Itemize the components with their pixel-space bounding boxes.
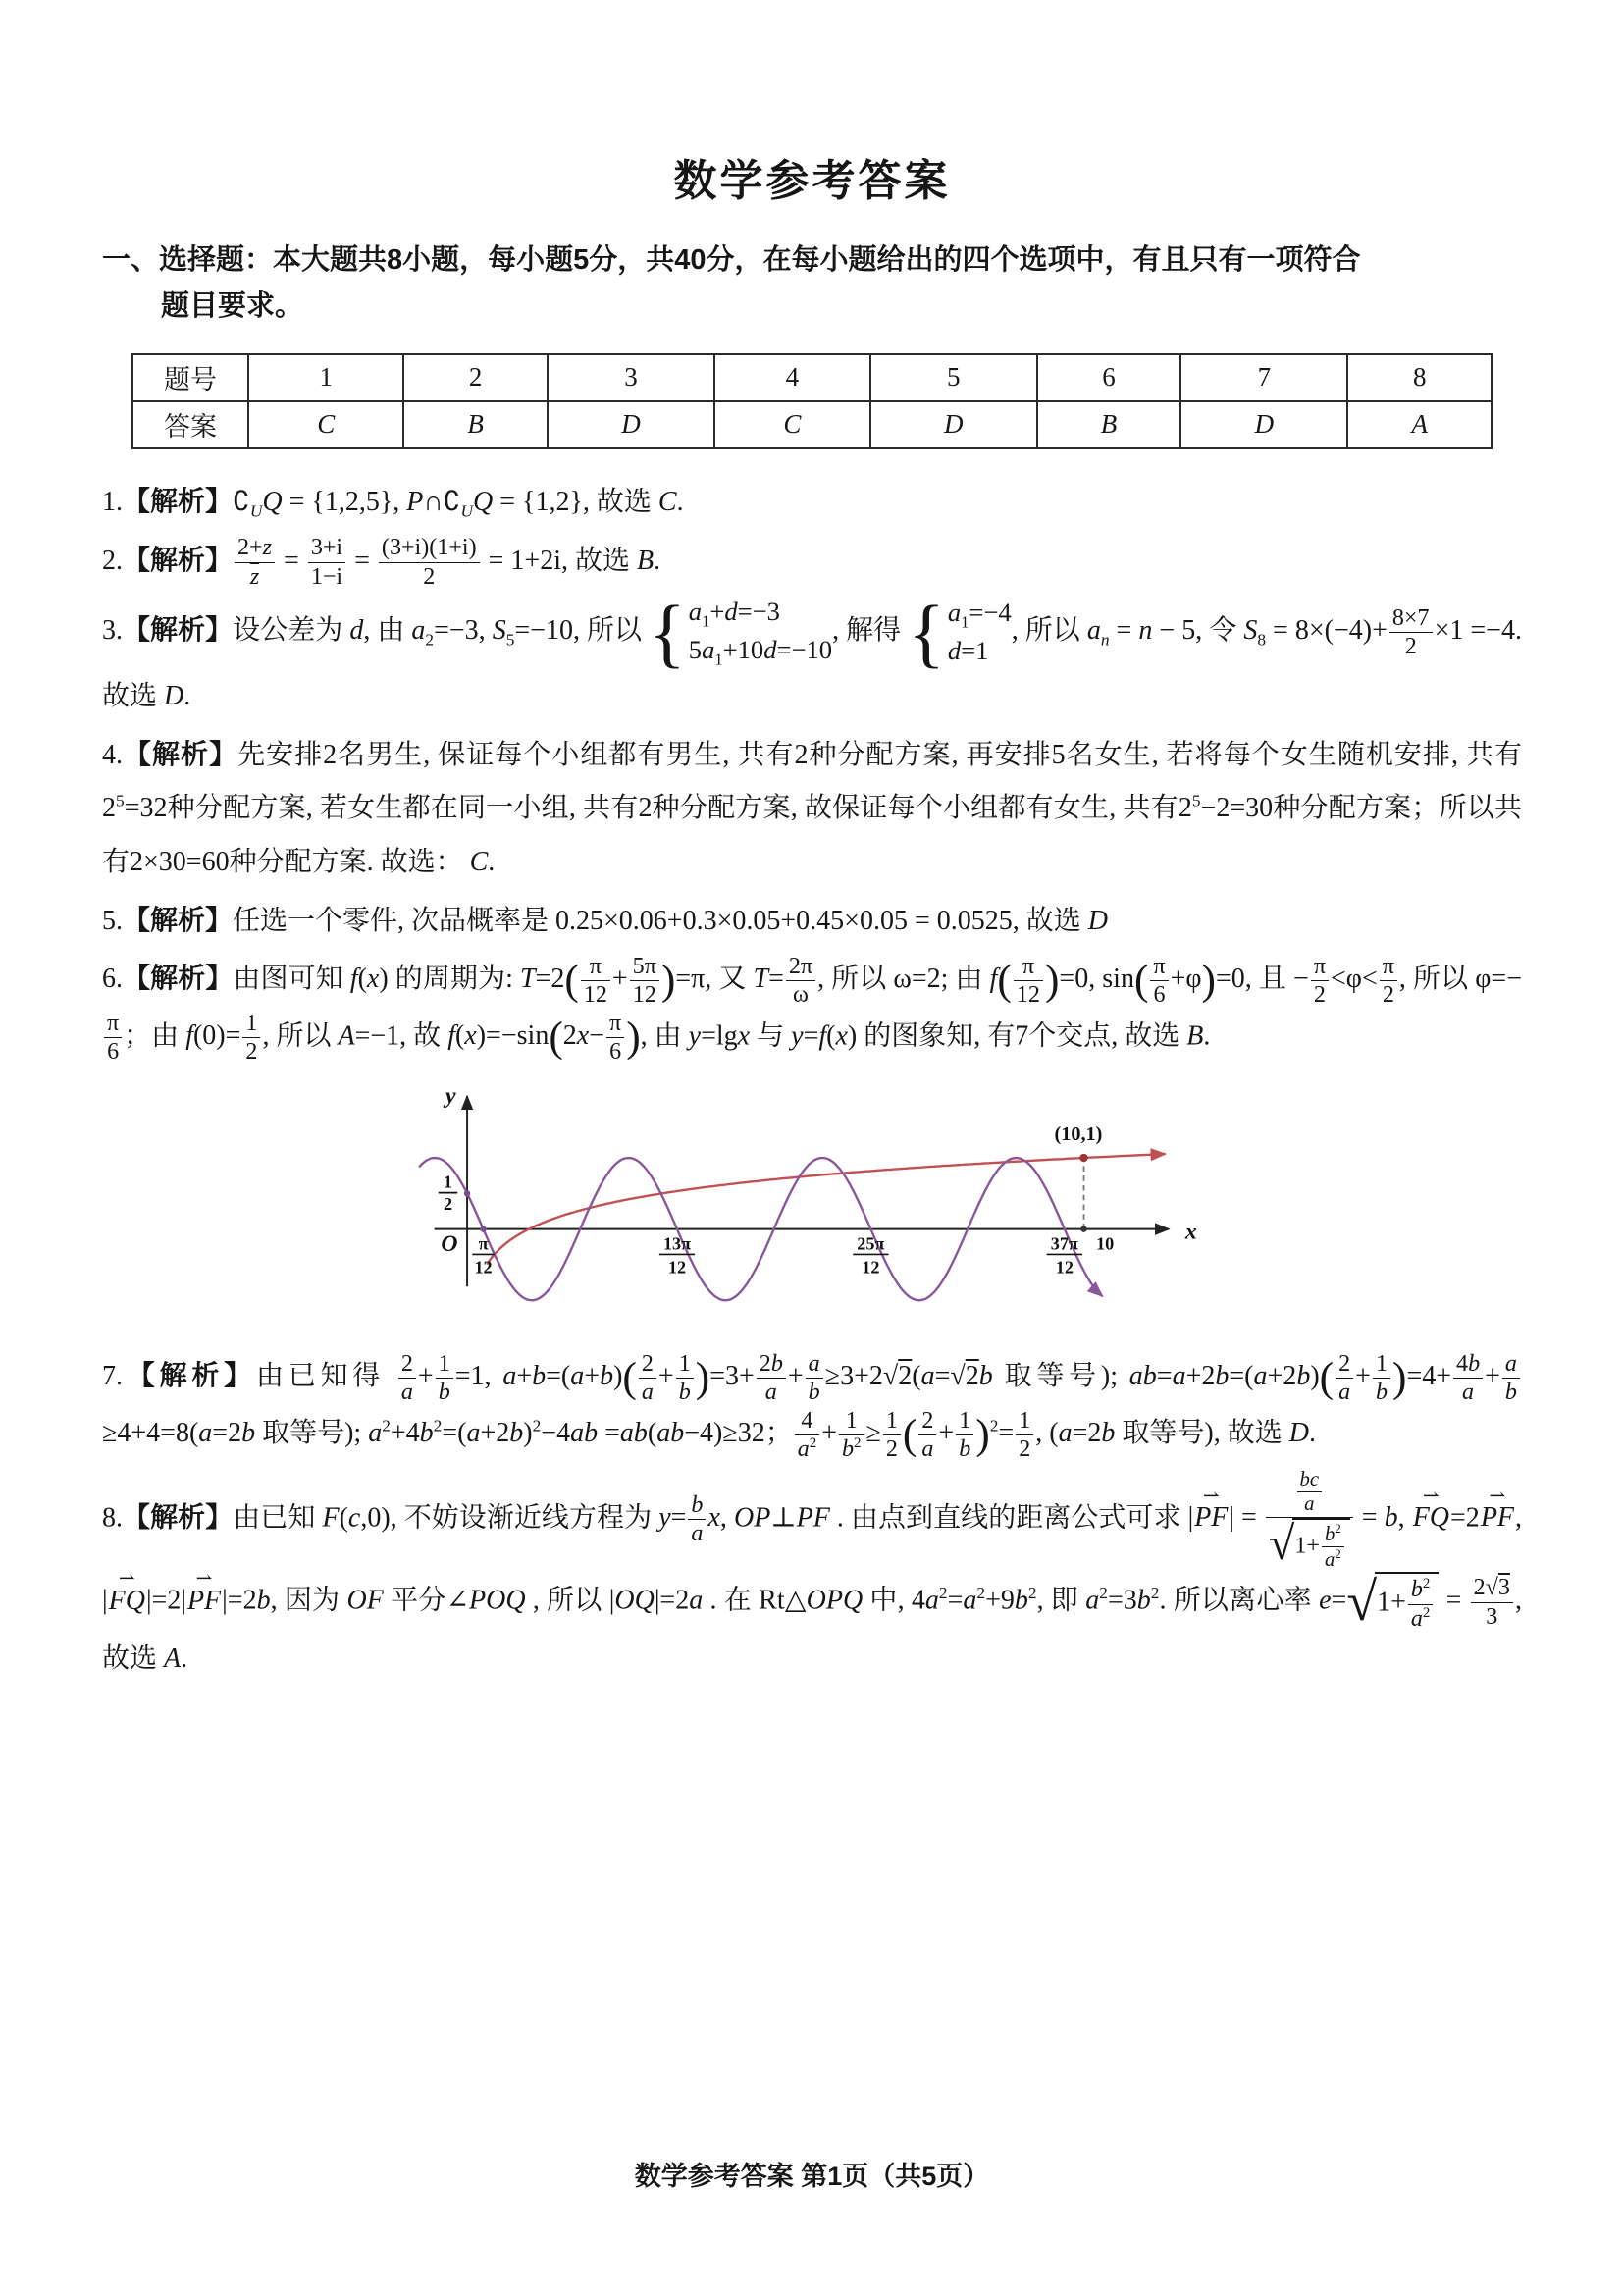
answer-header-cell: 答案 (132, 401, 248, 448)
axis-10-dot (1080, 1226, 1086, 1232)
figure-svg (415, 1075, 1210, 1333)
page-title: 数学参考答案 (673, 157, 951, 205)
tick-numerator: π (478, 1233, 489, 1254)
qnum-cell: 5 (870, 354, 1037, 401)
solution-5: 5.【解析】任选一个零件, 次品概率是 0.25×0.06+0.3×0.05+0.45×0.05 = 0.0525, 故选 D (102, 904, 1108, 936)
tick-numerator: 37π (1050, 1233, 1078, 1254)
solution-7: 7.【解析】由已知得 $\frac{2}{a}$ + $\frac{1}{b}$ =1, a+b=(a+b)( $\frac{2}{a}$ + $\frac{1}{b}$ )=3+ $\frac{2b}{a}$ + $\frac{a}{b}$ ≥3+2√2(a=√2b 取等号); ab=a+2b=(a+2b)( $\frac{2}{a}$ + $\frac{1}{b}$ )=4+ $\frac{4b}{a}$ + $\frac{a}{b}$ ≥4+4=8(a=2b 取等号); $a^2+4b^2=(a+2b)^2-4ab =ab(ab-4)\ge 32$； $\frac{4}{a^2}$ + $\frac{1}{b^2}$ ≥ $\frac{1}{2}$ ( $\frac{2}{a}$ + $\frac{1}{b}$ )$^2$= $\frac{1}{2}$ , (a=2b 取等号), 故选 D. (102, 1349, 1522, 1463)
half-numerator: 1 (443, 1173, 452, 1193)
tick-denominator: 12 (667, 1257, 686, 1278)
point-10-1-dot (1079, 1154, 1087, 1162)
qnum-cell: 4 (714, 354, 869, 401)
qnum-cell: 3 (548, 354, 714, 401)
half-intercept-dot (463, 1191, 469, 1197)
answer-table (131, 353, 1493, 449)
qnum-header-cell: 题号 (132, 354, 248, 401)
tick-denominator: 12 (1055, 1257, 1074, 1278)
y-half-label (438, 1173, 457, 1214)
qnum-cell: 8 (1347, 354, 1492, 401)
qnum-cell: 1 (248, 354, 403, 401)
answer-cell: B (1037, 401, 1180, 448)
qnum-cell: 7 (1180, 354, 1347, 401)
answer-cell: B (403, 401, 547, 448)
answer-cell: C (714, 401, 869, 448)
half-denominator: 2 (443, 1194, 452, 1215)
section-heading-line2: 题目要求。 (161, 289, 304, 322)
qnum-cell: 6 (1037, 354, 1180, 401)
point-10-1-label: (10,1) (1053, 1123, 1102, 1146)
answer-cell: A (1347, 401, 1492, 448)
tick-numerator: 13π (662, 1233, 691, 1254)
solution-2: 2.【解析】 $\frac{2+z}{z}$ = $\frac{3+i}{1-i}$ = $\frac{(3+i)(1+i)}{2}$ = 1+2i, 故选 B. (102, 535, 661, 590)
solution-6: 6.【解析】由图可知 f(x) 的周期为: T=2( $\frac{\pi}{12}$ + $\frac{5\pi}{12}$ )=π, 又 T= $\frac{2\pi}{\omega}$ , 所以 ω=2; 由 f( $\frac{\pi}{12}$ )=0, sin( $\frac{\pi}{6}$ +φ)=0, 且 − $\frac{\pi}{2}$ <φ< $\frac{\pi}{2}$ , 所以 φ=− $\frac{\pi}{6}$ ；由 f(0)= $\frac{1}{2}$ , 所以 A=−1, 故 f(x)=−sin(2x− $\frac{\pi}{6}$ ), 由 y=lgx 与 y=f(x) 的图象知, 有7个交点, 故选 B. (102, 953, 1522, 1065)
answer-cell: D (1180, 401, 1347, 448)
solution-1: 1.【解析】$∁_UQ = \{1,2,5\}$, $P\cap∁_UQ = \{1,2\}$, 故选 C. (102, 485, 684, 521)
x-axis-label: x (1184, 1219, 1197, 1245)
table-header-row (132, 354, 1492, 401)
tick-denominator: 12 (473, 1257, 493, 1278)
y-axis-label: y (445, 1083, 456, 1110)
solutions-list (102, 475, 1522, 1687)
section-heading-line1: 一、选择题：本大题共8小题，每小题5分，共40分，在每小题给出的四个选项中，有且只有一项符合 (102, 244, 1361, 276)
qnum-cell: 2 (403, 354, 547, 401)
solution-4: 4.【解析】先安排2名男生, 保证每个小组都有男生, 共有2种分配方案, 再安排5名女生, 若将每个女生随机安排, 共有$2^5=32$种分配方案, 若女生都在同一小组, 共有2种分配方案, 故保证每个小组都有女生, 共有$2^5-2=30$种分配方案；所以共有2×30=60种分配方案. 故选： C. (102, 738, 1522, 877)
x-ten-label: 10 (1095, 1233, 1114, 1254)
solution-8: 8.【解析】由已知 F(c,0), 不妨设渐近线方程为 y= $\frac{b}{a}$ x, OP⊥PF . 由点到直线的距离公式可求 |PF ⇀| = $\frac{bc}{a}$ √ 1+ $\frac{b^2}{a^2}$ = b, FQ ⇀=2PF ⇀, |FQ ⇀|=2|PF ⇀|=2b, 因为 OF 平分∠POQ , 所以 |OQ|=2a . 在 Rt△OPQ 中, $4a^2=a^2+9b^2$, 即 $a^2=3b^2$. 所以离心率 e= √ 1+ $\frac{b^2}{a^2}$ = $\frac{2√3}{3}$ , 故选 A. (102, 1468, 1522, 1687)
tick-pi-12 (472, 1234, 494, 1278)
zero-crossing-dot (480, 1226, 486, 1232)
origin-label: O (440, 1231, 457, 1258)
answer-cell: C (248, 401, 403, 448)
page-footer: 数学参考答案 第1页（共5页） (634, 2162, 990, 2191)
tick-numerator: 25π (856, 1233, 884, 1254)
solution-3: 3.【解析】设公差为 d, 由 $a_2=-3$, $S_5=-10$, 所以 { $a_1+d=-3$ $5a_1+10d=-10$ , 解得 { $a_1=-4$ d=1 , 所以 $a_n = n - 5$, 令 $S_8 = 8\times(-4)+$ $\frac{8\times 7}{2}$ ×1 =−4. 故选 D. (102, 589, 1522, 712)
tick-denominator: 12 (861, 1257, 879, 1278)
function-graph-figure (415, 1075, 1210, 1333)
answer-cell: D (870, 401, 1037, 448)
answer-cell: D (548, 401, 714, 448)
table-answer-row (132, 401, 1492, 448)
